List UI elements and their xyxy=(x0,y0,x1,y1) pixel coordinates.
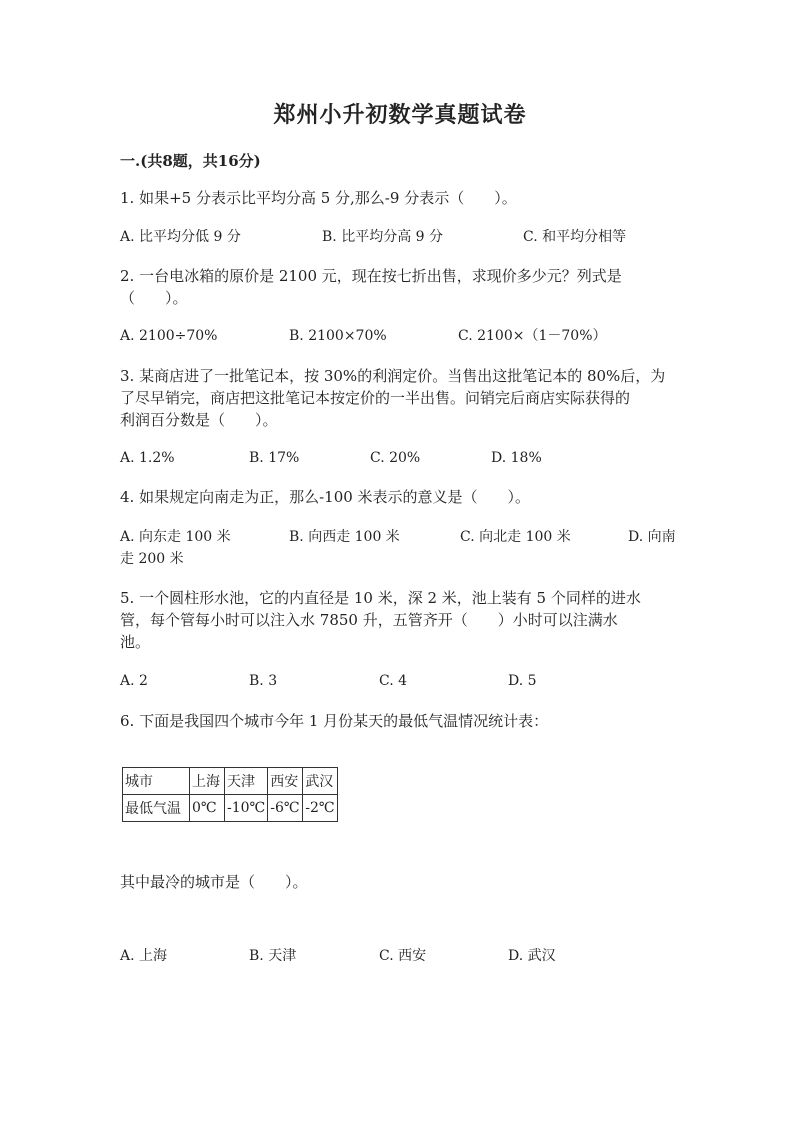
question-6-option-d: D. 武汉 xyxy=(508,948,556,964)
question-2-option-b: B. 2100×70% xyxy=(289,328,387,344)
question-4-line-1: 4. 如果规定向南走为正，那么-100 米表示的意义是（ ）。 xyxy=(120,488,531,506)
question-3-line-2: 了尽早销完，商店把这批笔记本按定价的一半出售。问销完后商店实际获得的 xyxy=(120,389,631,407)
question-5-option-d: D. 5 xyxy=(508,673,537,689)
question-4-option-d: D. 向南 xyxy=(628,529,676,545)
question-6-option-b: B. 天津 xyxy=(249,948,297,964)
question-5-line-2: 管，每个管每小时可以注入水 7850 升，五管齐开（ ）小时可以注满水 xyxy=(120,611,618,629)
question-1-option-a: A. 比平均分低 9 分 xyxy=(120,229,241,245)
question-1-line-1: 1. 如果+5 分表示比平均分高 5 分,那么-9 分表示（ ）。 xyxy=(120,189,517,207)
question-3-line-1: 3. 某商店进了一批笔记本，按 30%的利润定价。当售出这批笔记本的 80%后，为 xyxy=(120,367,666,385)
question-6-line-1: 6. 下面是我国四个城市今年 1 月份某天的最低气温情况统计表： xyxy=(120,712,549,730)
question-5-option-b: B. 3 xyxy=(249,673,278,689)
page-title: 郑州小升初数学真题试卷 xyxy=(273,102,527,128)
section-heading: 一.(共8题，共16分) xyxy=(120,152,261,170)
question-3-line-3: 利润百分数是（ ）。 xyxy=(120,411,278,429)
table-cell: 上海 xyxy=(190,768,225,795)
question-2-option-a: A. 2100÷70% xyxy=(120,328,218,344)
table-cell: 天津 xyxy=(225,768,268,795)
question-4-option-d-wrap: 走 200 米 xyxy=(120,551,184,567)
table-cell: 西安 xyxy=(268,768,303,795)
table-row xyxy=(123,768,338,795)
question-2-line-2: （ ）。 xyxy=(120,289,188,307)
question-6-option-c: C. 西安 xyxy=(379,948,427,964)
question-5-line-1: 5. 一个圆柱形水池，它的内直径是 10 米，深 2 米，池上装有 5 个同样的进水 xyxy=(120,589,641,607)
question-5-option-a: A. 2 xyxy=(120,673,148,689)
question-6-option-a: A. 上海 xyxy=(120,948,168,964)
temperature-table xyxy=(122,767,338,822)
question-4-option-b: B. 向西走 100 米 xyxy=(289,529,400,545)
table-cell: 城市 xyxy=(123,768,190,795)
table-cell: 最低气温 xyxy=(123,795,190,822)
question-1-option-b: B. 比平均分高 9 分 xyxy=(322,229,443,245)
question-2-line-1: 2. 一台电冰箱的原价是 2100 元，现在按七折出售，求现价多少元？列式是 xyxy=(120,267,622,285)
question-6-followup: 其中最冷的城市是（ ）。 xyxy=(120,873,308,891)
table-cell: 武汉 xyxy=(303,768,338,795)
table-cell: -6℃ xyxy=(268,795,303,822)
table-row xyxy=(123,795,338,822)
question-3-option-c: C. 20% xyxy=(370,450,421,466)
question-3-option-b: B. 17% xyxy=(249,450,300,466)
question-3-option-a: A. 1.2% xyxy=(120,450,175,466)
question-3-option-d: D. 18% xyxy=(491,450,542,466)
table-cell: 0℃ xyxy=(190,795,225,822)
question-5-option-c: C. 4 xyxy=(379,673,408,689)
question-4-option-c: C. 向北走 100 米 xyxy=(460,529,571,545)
table-cell: -2℃ xyxy=(303,795,338,822)
table-cell: -10℃ xyxy=(225,795,268,822)
question-4-option-a: A. 向东走 100 米 xyxy=(120,529,231,545)
question-5-line-3: 池。 xyxy=(120,633,151,651)
question-1-option-c: C. 和平均分相等 xyxy=(523,229,627,245)
question-2-option-c: C. 2100×（1－70%） xyxy=(458,328,607,344)
